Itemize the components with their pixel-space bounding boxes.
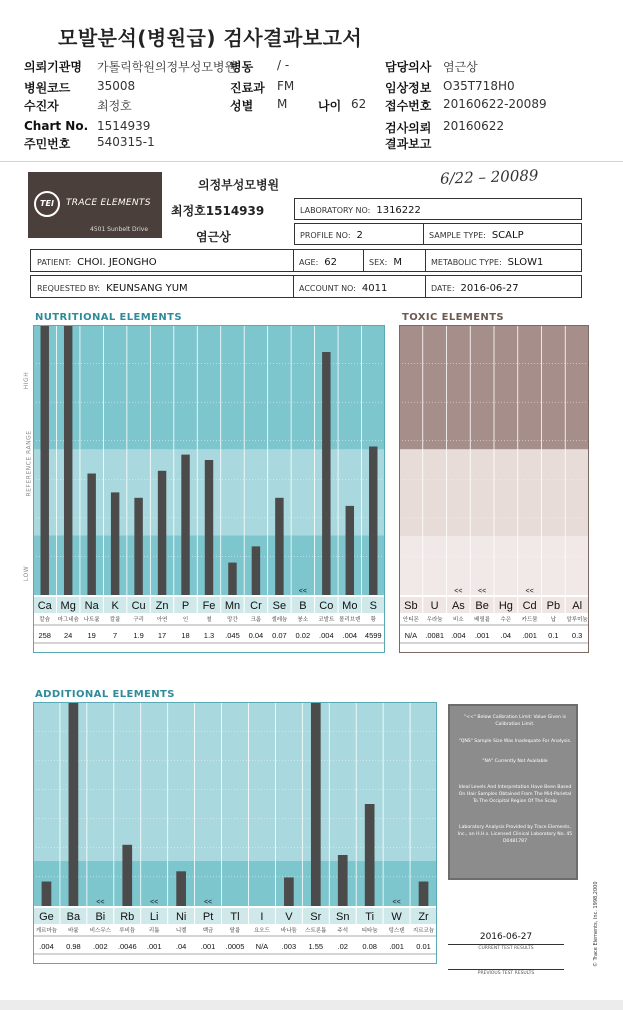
profile-label: PROFILE NO: xyxy=(300,231,351,240)
notes-panel xyxy=(448,704,578,880)
element-symbol: Rb xyxy=(120,911,135,923)
below-limit-marker: << xyxy=(478,588,487,595)
element-symbol: Hg xyxy=(498,600,513,612)
element-value: .004 xyxy=(319,631,334,640)
date-label: DATE: xyxy=(431,284,455,293)
element-korean-name: 납 xyxy=(550,617,557,623)
element-symbol: U xyxy=(430,600,439,612)
element-symbol: V xyxy=(285,911,293,923)
below-limit-marker: << xyxy=(96,899,105,906)
age-label: AGE: xyxy=(299,258,319,267)
element-korean-name: 바륨 xyxy=(68,928,79,934)
report-date: 2016-06-27 xyxy=(460,283,519,294)
element-value: 1.9 xyxy=(133,631,144,640)
bar-cr xyxy=(252,546,260,595)
bar-co xyxy=(322,352,330,595)
profile-box xyxy=(294,223,582,245)
element-symbol: Bi xyxy=(95,911,106,923)
field-label: 접수번호 xyxy=(385,99,432,113)
current-results-label: CURRENT TEST RESULTS xyxy=(478,946,534,951)
element-symbol: Zr xyxy=(418,911,429,923)
element-value: .002 xyxy=(93,942,108,951)
bar-k xyxy=(111,492,119,595)
account-no: 4011 xyxy=(361,283,388,294)
element-symbol: Ca xyxy=(37,600,52,612)
element-value: .0046 xyxy=(117,942,137,951)
field-value: 최정호 xyxy=(97,99,132,113)
field-value: O35T718H0 xyxy=(443,79,515,93)
element-symbol: Mn xyxy=(224,600,241,612)
nutritional-chart xyxy=(33,325,389,655)
field-value: FM xyxy=(277,79,295,93)
element-symbol: Ni xyxy=(175,911,187,923)
element-symbol: Cd xyxy=(522,600,537,612)
element-value: .004 xyxy=(39,942,54,951)
bar-ca xyxy=(41,325,49,595)
element-korean-name: 니켈 xyxy=(175,928,187,934)
element-korean-name: 주석 xyxy=(337,928,349,934)
below-limit-marker: << xyxy=(203,899,213,906)
element-korean-name: 인 xyxy=(182,617,189,623)
element-symbol: Ge xyxy=(39,911,54,923)
profile-no: 2 xyxy=(356,230,363,241)
element-korean-name: 붕소 xyxy=(297,617,309,623)
bar-ti xyxy=(365,804,375,906)
bar-mn xyxy=(228,563,236,595)
nutritional-title: NUTRITIONAL ELEMENTS xyxy=(35,312,182,323)
field-label: 검사의뢰 xyxy=(385,121,432,135)
element-korean-name: 몰리브덴 xyxy=(339,617,361,623)
element-korean-name: 티타늄 xyxy=(361,928,378,934)
element-korean-name: 우라늄 xyxy=(426,617,443,623)
element-korean-name: 탈륨 xyxy=(229,928,241,934)
low-range-band xyxy=(33,861,437,906)
element-value: 0.04 xyxy=(248,631,264,640)
element-symbol: B xyxy=(299,600,307,612)
element-symbol: W xyxy=(391,911,402,923)
handwritten-note: 6/22 – 20089 xyxy=(439,166,539,188)
element-korean-name: 지르코늄 xyxy=(412,928,435,934)
element-value: .045 xyxy=(225,631,240,640)
patient-name: CHOI. JEONGHO xyxy=(77,257,157,268)
field-label: 결과보고 xyxy=(385,137,432,151)
bar-sr xyxy=(311,702,321,906)
element-symbol: Pt xyxy=(202,911,214,923)
element-value: 17 xyxy=(157,631,167,640)
element-symbol: As xyxy=(451,600,465,612)
request-box xyxy=(30,275,582,298)
element-symbol: Ba xyxy=(66,911,81,923)
note-qns: "QNS" Sample Size Was Inadequate For Analysis. xyxy=(458,739,572,744)
logo-mark-icon: TEI xyxy=(34,191,60,217)
element-korean-name: 코발트 xyxy=(318,617,335,623)
field-label: 의뢰기관명 xyxy=(24,60,82,74)
lab-sheet xyxy=(0,162,623,1000)
element-value: 19 xyxy=(87,631,96,640)
field-label: 주민번호 xyxy=(24,137,71,151)
element-value: .0081 xyxy=(425,631,445,640)
element-symbol: Cu xyxy=(131,600,146,612)
element-symbol: Sn xyxy=(335,911,350,923)
element-korean-name: 칼륨 xyxy=(109,617,121,623)
bar-mo xyxy=(346,506,354,595)
result-date-block xyxy=(448,932,564,976)
bar-zr xyxy=(419,882,429,906)
field-value: 62 xyxy=(351,97,367,111)
bar-cu xyxy=(134,498,142,595)
element-korean-name: 철 xyxy=(206,617,212,623)
element-korean-name: 안티몬 xyxy=(402,617,419,623)
field-label: 수진자 xyxy=(24,99,59,113)
field-value: 540315-1 xyxy=(97,135,155,149)
element-korean-name: 백금 xyxy=(202,928,214,934)
element-value: .04 xyxy=(175,942,187,951)
lab-no-label: LABORATORY NO: xyxy=(300,206,371,215)
toxic-title: TOXIC ELEMENTS xyxy=(402,312,505,323)
requested-by: KEUNSANG YUM xyxy=(106,283,188,294)
bar-na xyxy=(87,474,95,596)
field-value: 20160622 xyxy=(443,119,505,133)
field-label: 성별 xyxy=(230,99,254,113)
element-korean-name: 아연 xyxy=(156,617,168,623)
field-label: 병동 xyxy=(230,60,254,74)
element-value: .001 xyxy=(200,942,216,951)
element-value: N/A xyxy=(255,942,269,951)
bar-se xyxy=(275,498,283,595)
element-symbol: Pb xyxy=(546,600,561,612)
stamp-hospital: 의정부성모병원 xyxy=(198,178,280,192)
element-korean-name: 황 xyxy=(370,617,376,623)
note-lab-provider: Laboratory Analysis Provided by Trace Elements, Inc., an H.H.s. Licensed Clinical Laboratory No. 45 D0481787 xyxy=(457,825,573,844)
element-symbol: Fe xyxy=(202,600,216,612)
reference-range-band xyxy=(33,702,437,861)
below-limit-marker: << xyxy=(454,588,463,595)
current-date: 2016-06-27 xyxy=(448,932,564,945)
bar-ni xyxy=(176,871,186,906)
field-value: 염근상 xyxy=(443,60,478,74)
element-value: .004 xyxy=(451,631,466,640)
field-label: Chart No. xyxy=(24,119,89,133)
note-ideal-levels: Ideal Levels And Interpretation Have Been Based On Hair Samples Obtained From The Mid-Parietal To The Occipital Region Of The Scalp xyxy=(458,785,572,804)
element-symbol: I xyxy=(260,911,264,923)
field-label: 임상정보 xyxy=(385,81,432,95)
element-value: .04 xyxy=(500,631,512,640)
field-value: M xyxy=(277,97,288,111)
element-korean-name: 크롬 xyxy=(250,617,262,623)
field-value: / - xyxy=(277,58,290,72)
field-value: 가톨릭학원의정부성모병원 xyxy=(97,60,237,74)
requested-label: REQUESTED BY: xyxy=(37,284,101,293)
element-value: 4599 xyxy=(364,631,382,640)
sample-label: SAMPLE TYPE: xyxy=(429,231,486,240)
stamp-patient: 최정호1514939 xyxy=(171,204,265,218)
element-korean-name: 칼슘 xyxy=(39,617,51,623)
bar-sn xyxy=(338,855,348,906)
note-na: "NA" Currently Not Available xyxy=(482,759,548,764)
element-symbol: Mo xyxy=(342,600,358,612)
note-below-limit: "<<" Below Calibration Limit: Value Given is Calibration Limit. xyxy=(463,715,566,727)
bar-mg xyxy=(64,325,72,595)
element-value: 24 xyxy=(64,631,73,640)
element-value: .001 xyxy=(389,942,404,951)
below-limit-marker: << xyxy=(298,588,307,595)
element-value: .001 xyxy=(474,631,490,640)
element-value: 18 xyxy=(181,631,190,640)
ref-range-label: REFERENCE RANGE xyxy=(25,430,33,497)
element-korean-name: 카드뮴 xyxy=(521,617,538,623)
age-value: 62 xyxy=(324,257,338,268)
lab-logo xyxy=(28,172,162,238)
element-korean-name: 텅스텐 xyxy=(388,928,405,934)
previous-results-label: PREVIOUS TEST RESULTS xyxy=(448,969,564,976)
element-value: 258 xyxy=(38,631,51,640)
field-value: 1514939 xyxy=(97,119,151,133)
below-limit-marker: << xyxy=(525,588,534,595)
element-korean-name: 루비듐 xyxy=(119,928,136,934)
bar-p xyxy=(181,455,189,595)
element-korean-name: 마그네슘 xyxy=(57,617,79,623)
element-value: .001 xyxy=(522,631,537,640)
element-symbol: S xyxy=(369,600,377,612)
element-korean-name: 망간 xyxy=(227,617,238,623)
element-symbol: Ti xyxy=(365,911,375,923)
element-korean-name: 비스무스 xyxy=(89,928,111,934)
element-value: 0.07 xyxy=(272,631,287,640)
element-value: 0.02 xyxy=(295,631,311,640)
below-limit-marker: << xyxy=(392,899,401,906)
element-value: .004 xyxy=(342,631,358,640)
high-label: HIGH xyxy=(23,371,31,390)
element-korean-name: 비소 xyxy=(453,617,464,623)
element-korean-name: 나트륨 xyxy=(83,617,100,623)
element-korean-name: 알루미늄 xyxy=(566,617,588,623)
element-korean-name: 베릴륨 xyxy=(474,617,491,623)
metabolic-type: SLOW1 xyxy=(507,257,544,268)
bar-zn xyxy=(158,471,166,595)
stamp-doctor: 염근상 xyxy=(196,230,231,244)
field-label: 진료과 xyxy=(230,81,265,95)
element-korean-name: 구리 xyxy=(133,617,144,623)
sex-label: SEX: xyxy=(369,258,388,267)
logo-address: 4501 Sunbelt Drive xyxy=(90,226,149,233)
element-value: 0.98 xyxy=(66,942,81,951)
element-symbol: Zn xyxy=(155,600,169,612)
bar-s xyxy=(369,447,377,596)
metabolic-label: METABOLIC TYPE: xyxy=(431,258,502,267)
toxic-chart xyxy=(399,325,589,655)
element-korean-name: 요오드 xyxy=(253,928,270,934)
element-value: 7 xyxy=(113,631,118,640)
field-label: 나이 xyxy=(318,99,342,113)
element-korean-name: 게르마늄 xyxy=(35,928,58,934)
element-value: 0.08 xyxy=(362,942,377,951)
element-value: 0.01 xyxy=(416,942,431,951)
element-value: 0.1 xyxy=(548,631,559,640)
report-title: 모발분석(병원급) 검사결과보고서 xyxy=(58,26,363,50)
account-label: ACCOUNT NO: xyxy=(299,284,356,293)
element-korean-name: 수은 xyxy=(500,617,512,623)
element-symbol: Na xyxy=(84,600,99,612)
field-label: 병원코드 xyxy=(24,81,71,95)
lab-no: 1316222 xyxy=(376,205,421,216)
element-value: 1.55 xyxy=(308,942,324,951)
element-symbol: Al xyxy=(572,600,583,612)
sex-value: M xyxy=(393,257,402,268)
element-value: .02 xyxy=(337,942,348,951)
report-header xyxy=(0,0,623,162)
element-symbol: Be xyxy=(475,600,489,612)
additional-chart xyxy=(33,702,439,968)
element-symbol: Sr xyxy=(310,911,322,923)
element-symbol: P xyxy=(181,600,190,612)
element-symbol: K xyxy=(111,600,119,612)
element-symbol: Tl xyxy=(230,911,240,923)
sample-type: SCALP xyxy=(491,230,524,241)
element-symbol: Se xyxy=(272,600,287,612)
field-label: 담당의사 xyxy=(385,60,432,74)
element-symbol: Sb xyxy=(404,600,418,612)
element-symbol: Li xyxy=(149,911,159,923)
element-korean-name: 스트론튬 xyxy=(305,928,327,934)
bar-fe xyxy=(205,460,213,595)
element-value: .003 xyxy=(281,942,297,951)
below-limit-marker: << xyxy=(150,899,159,906)
lab-no-box xyxy=(294,198,582,220)
element-korean-name: 셀레늄 xyxy=(271,617,288,623)
additional-title: ADDITIONAL ELEMENTS xyxy=(35,689,175,700)
element-value: 1.3 xyxy=(203,631,215,640)
bar-v xyxy=(284,877,294,906)
element-value: 0.3 xyxy=(571,631,583,640)
bar-ba xyxy=(69,702,79,906)
element-value: N/A xyxy=(404,631,418,640)
field-value: 35008 xyxy=(97,79,136,93)
copyright: © Trace Elements, Inc. 1998,2000 xyxy=(593,881,599,967)
bar-ge xyxy=(42,882,52,906)
patient-box xyxy=(30,249,582,272)
element-symbol: Cr xyxy=(250,600,262,612)
element-korean-name: 리튬 xyxy=(148,928,160,934)
low-label: LOW xyxy=(23,565,31,582)
logo-name: TRACE ELEMENTS xyxy=(66,198,151,208)
bar-rb xyxy=(122,845,132,906)
element-symbol: Co xyxy=(319,600,334,612)
element-value: .0005 xyxy=(225,942,245,951)
element-value: .001 xyxy=(146,942,162,951)
element-korean-name: 바나듐 xyxy=(280,928,297,934)
field-value: 20160622-20089 xyxy=(443,97,547,111)
element-symbol: Mg xyxy=(60,600,76,612)
patient-label: PATIENT: xyxy=(37,258,72,267)
